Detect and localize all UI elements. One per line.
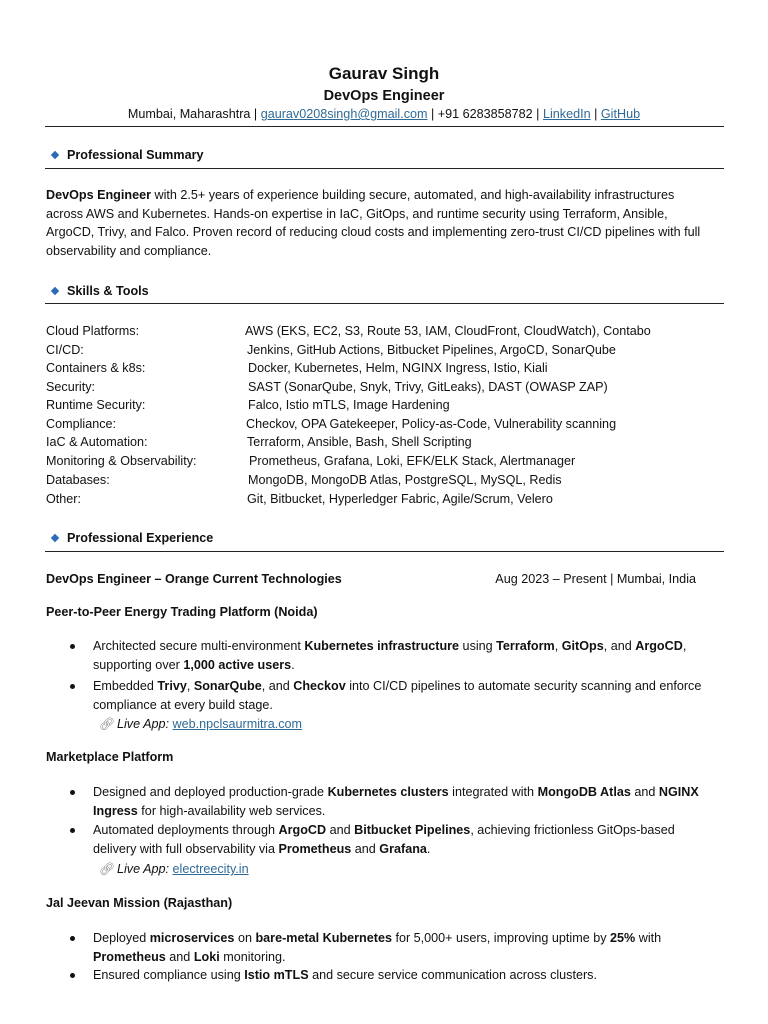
text: , achieving frictionless GitOps-based [470,823,675,837]
skill-value: Falco, Istio mTLS, Image Hardening [248,398,450,412]
text: microservices [149,931,235,945]
skill-value: Terraform, Ansible, Bash, Shell Scripting [247,435,472,449]
text: with [635,931,662,945]
project-title: Jal Jeevan Mission (Rajasthan) [46,896,233,910]
skill-row [46,341,726,360]
live-app-line [99,860,249,879]
text: . [291,657,295,672]
text: supporting over [93,657,184,672]
skill-label: Databases: [46,473,110,487]
skill-label: Runtime Security: [46,398,146,412]
skill-label: IaC & Automation: [46,435,148,449]
text: Kubernetes infrastructure [304,639,460,653]
text: Designed and deployed production-grade [93,785,328,799]
text: Grafana [379,841,427,856]
summary-text: across AWS and Kubernetes. Hands-on expertise in IaC, GitOps, and runtime security using Terraform, Ansible, [46,206,668,221]
skill-value: Docker, Kubernetes, Helm, NGINX Ingress, Istio, Kiali [248,361,548,375]
bullet-dot-icon [70,936,75,941]
text: integrated with [448,785,538,799]
text: Loki [193,949,220,964]
list-item [93,821,723,858]
section-experience-heading [52,531,213,545]
text: on [234,931,256,945]
phone: +91 6283858782 [437,107,533,121]
text: ArgoCD [278,823,327,837]
skill-label: CI/CD: [46,342,84,357]
skill-row [46,322,726,341]
skill-row [46,490,726,509]
diamond-bullet-icon [51,287,59,295]
text: Ensured compliance using [93,968,245,982]
job-title: DevOps Engineer – Orange Current Technologies [46,572,342,586]
job-heading [46,572,696,586]
job-dates-location: Aug 2023 – Present | Mumbai, India [495,572,696,586]
separator: | [590,107,601,121]
live-app-label: Live App: [117,862,170,876]
text: , and [603,639,636,653]
header-divider [45,126,724,127]
link-icon: 🔗︎ [99,862,115,876]
summary-paragraph [46,186,726,260]
text: NGINX [658,785,699,799]
text: Kubernetes clusters [327,785,449,799]
separator: | [427,107,438,121]
skill-label: Cloud Platforms: [46,324,140,338]
summary-text: ArgoCD, Trivy, and Falco. Proven record of reducing cloud costs and implementing zero-trust CI/CD pipelines with full [46,225,701,240]
text: and [165,949,194,964]
text: Bitbucket Pipelines [354,823,471,837]
text: , [186,679,194,693]
text: Trivy [157,679,187,693]
separator: | [250,107,261,121]
text: , and [261,679,294,693]
section-summary-heading [52,148,203,162]
text: . [426,841,431,856]
skill-label: Security: [46,379,95,394]
list-item [93,966,723,985]
text: and secure service communication across clusters. [308,968,597,982]
text: compliance at every build stage. [93,697,273,712]
text: into CI/CD pipelines to automate security scanning and enforce [345,679,702,693]
skill-value: Git, Bitbucket, Hyperledger Fabric, Agile/Scrum, Velero [247,491,553,506]
skill-label: Containers & k8s: [46,361,146,375]
text: GitOps [561,639,604,653]
text: and [630,785,659,799]
bullet-dot-icon [70,973,75,978]
skill-row [46,378,726,397]
text: Deployed [93,931,150,945]
text: using [459,639,497,653]
text: delivery with full observability via [93,841,279,856]
live-app-line [99,715,302,734]
text: Istio mTLS [244,968,309,982]
text: 1,000 active users [183,657,292,672]
summary-text: with 2.5+ years of experience building secure, automated, and high-availability infrastructures [150,188,675,202]
section-title: Professional Experience [67,531,214,545]
skill-row [46,452,726,471]
candidate-name: Gaurav Singh [328,64,440,83]
skill-value: SAST (SonarQube, Snyk, Trivy, GitLeaks), DAST (OWASP ZAP) [248,379,608,394]
github-link[interactable]: GitHub [600,107,641,121]
skill-value: AWS (EKS, EC2, S3, Route 53, IAM, CloudFront, CloudWatch), Contabo [245,324,651,338]
text: Prometheus [278,841,352,856]
skill-value: Checkov, OPA Gatekeeper, Policy-as-Code, Vulnerability scanning [246,416,617,431]
bullet-dot-icon [70,828,75,833]
list-item [93,637,723,674]
text: and [351,841,380,856]
project-title: Marketplace Platform [46,750,174,764]
text: , [682,639,687,653]
bullet-dot-icon [70,644,75,649]
text: Prometheus [93,949,166,964]
skill-value: Jenkins, GitHub Actions, Bitbucket Pipelines, ArgoCD, SonarQube [247,342,616,357]
text: 25% [610,931,636,945]
text: Architected secure multi-environment [93,639,305,653]
skill-label: Other: [46,491,81,506]
skill-label: Monitoring & Observability: [46,454,197,468]
diamond-bullet-icon [51,534,59,542]
text: SonarQube [193,679,262,693]
summary-lead: DevOps Engineer [46,188,151,202]
text: Checkov [293,679,346,693]
separator: | [532,107,543,121]
skill-row [46,471,726,490]
section-divider [45,168,724,169]
text: for 5,000+ users, improving uptime by [391,931,611,945]
skill-value: Prometheus, Grafana, Loki, EFK/ELK Stack, Alertmanager [249,454,576,468]
section-divider [45,551,724,552]
linkedin-link[interactable]: LinkedIn [542,107,591,121]
list-item [93,929,723,966]
email-link[interactable]: gaurav0208singh@gmail.com [260,107,428,121]
section-divider [45,303,724,304]
contact-line [0,107,768,121]
link-icon: 🔗︎ [99,717,115,731]
live-app-label: Live App: [117,717,170,731]
summary-text: observability and compliance. [46,243,212,258]
skill-label: Compliance: [46,416,116,431]
list-item [93,783,723,820]
text: ArgoCD [635,639,683,653]
text: MongoDB Atlas [537,785,631,799]
project-title: Peer-to-Peer Energy Trading Platform (Noida) [46,605,318,619]
text: , [554,639,562,653]
text: Embedded [93,679,158,693]
skill-row [46,359,726,378]
text: Terraform [496,639,555,653]
text: Automated deployments through [93,823,279,837]
location: Mumbai, Maharashtra [127,107,251,121]
section-skills-heading [52,284,149,298]
text: and [326,823,355,837]
text: Ingress [93,803,138,818]
skill-row [46,415,726,434]
text: monitoring. [219,949,286,964]
text: bare-metal Kubernetes [255,931,392,945]
live-app-link[interactable]: web.npclsaurmitra.com [172,717,303,731]
section-title: Professional Summary [67,148,204,162]
bullet-dot-icon [70,684,75,689]
skill-row [46,433,726,452]
skill-row [46,396,726,415]
skill-value: MongoDB, MongoDB Atlas, PostgreSQL, MySQL, Redis [248,473,562,487]
candidate-role: DevOps Engineer [323,88,445,104]
live-app-link[interactable]: electreecity.in [172,862,249,876]
list-item [93,677,723,714]
section-title: Skills & Tools [67,284,149,298]
bullet-dot-icon [70,790,75,795]
text: for high-availability web services. [137,803,326,818]
diamond-bullet-icon [51,151,59,159]
